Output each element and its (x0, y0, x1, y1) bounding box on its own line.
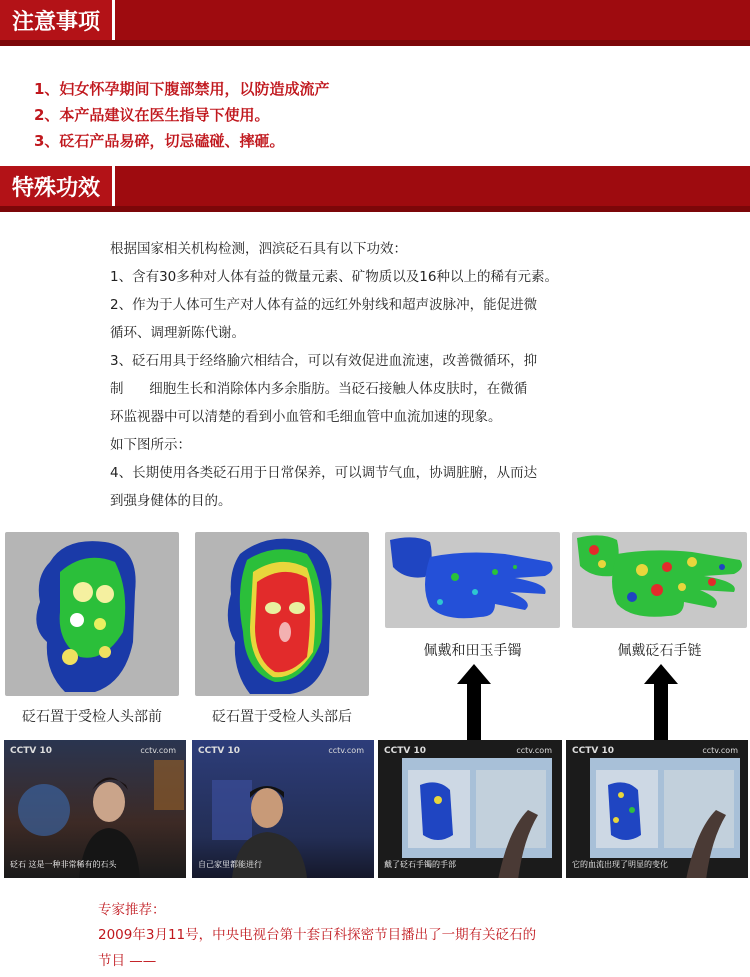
caption-head-front: 砭石置于受检人头部前 (22, 709, 162, 725)
effects-line: 2、作为于人体可生产对人体有益的远红外射线和超声波脉冲，能促进微 (110, 297, 538, 313)
effects-title: 特殊功效 (0, 166, 115, 212)
effects-line: 根据国家相关机构检测，泗滨砭石具有以下功效： (110, 241, 407, 257)
effects-line: 3、砭石用具于经络腧穴相结合，可以有效促进血流速，改善微循环，抑 (110, 353, 538, 369)
effects-line: 环监视器中可以清楚的看到小血管和毛细血管中血流加速的现象。 (110, 409, 502, 425)
precaution-item-3: 3、砭石产品易碎，切忌磕碰、摔砸。 (34, 132, 285, 150)
caption-bian-stone-bracelet: 佩戴砭石手链 (617, 643, 702, 659)
precaution-item-1: 1、妇女怀孕期间下腹部禁用，以防造成流产 (34, 80, 330, 98)
thermal-head-front-image (5, 532, 179, 696)
expert-line-1: 2009年3月11号，中央电视台第十套百科探密节目播出了一期有关砭石的 (98, 927, 537, 943)
tv-subtitle: 它的血流出现了明显的变化 (572, 860, 668, 869)
effects-line: 如下图所示： (110, 437, 191, 453)
tv-subtitle: 砭石 这是一种非常稀有的石头 (10, 860, 117, 869)
precaution-item-2: 2、本产品建议在医生指导下使用。 (34, 106, 270, 124)
tv-screenshot-2: CCTV 10 cctv.com 自己家里都能进行 (192, 740, 374, 878)
arrow-up-icon (644, 664, 678, 742)
expert-line-2: 节目 —— (98, 953, 157, 969)
caption-head-back: 砭石置于受检人头部后 (212, 709, 352, 725)
expert-label: 专家推荐： (98, 902, 166, 918)
effects-line: 制 细胞生长和消除体内多余脂肪。当砭石接触人体皮肤时，在微循 (110, 381, 528, 397)
cctv-logo: CCTV 10 (10, 746, 52, 756)
tv-subtitle: 戴了砭石手镯的手部 (384, 860, 456, 869)
tv-screenshot-3: CCTV 10 cctv.com 戴了砭石手镯的手部 (378, 740, 562, 878)
thermal-head-back-image (195, 532, 369, 696)
arrow-up-icon (457, 664, 491, 742)
tv-screenshot-4: CCTV 10 cctv.com 它的血流出现了明显的变化 (566, 740, 748, 878)
effects-header (0, 166, 750, 212)
channel-logo: cctv.com (140, 746, 176, 755)
effects-line: 到强身健体的目的。 (110, 493, 232, 509)
thermal-hand-jade-image (385, 532, 560, 628)
tv-subtitle: 自己家里都能进行 (198, 860, 262, 869)
precautions-header (0, 0, 750, 46)
effects-line: 1、含有30多种对人体有益的微量元素、矿物质以及16种以上的稀有元素。 (110, 269, 558, 285)
thermal-hand-bian-stone-image (572, 532, 747, 628)
effects-line: 循环、调理新陈代谢。 (110, 325, 245, 341)
caption-jade-bracelet: 佩戴和田玉手镯 (423, 643, 522, 659)
tv-screenshot-1 (4, 740, 186, 878)
precautions-title: 注意事项 (0, 0, 115, 46)
effects-line: 4、长期使用各类砭石用于日常保养，可以调节气血，协调脏腑，从而达 (110, 465, 538, 481)
